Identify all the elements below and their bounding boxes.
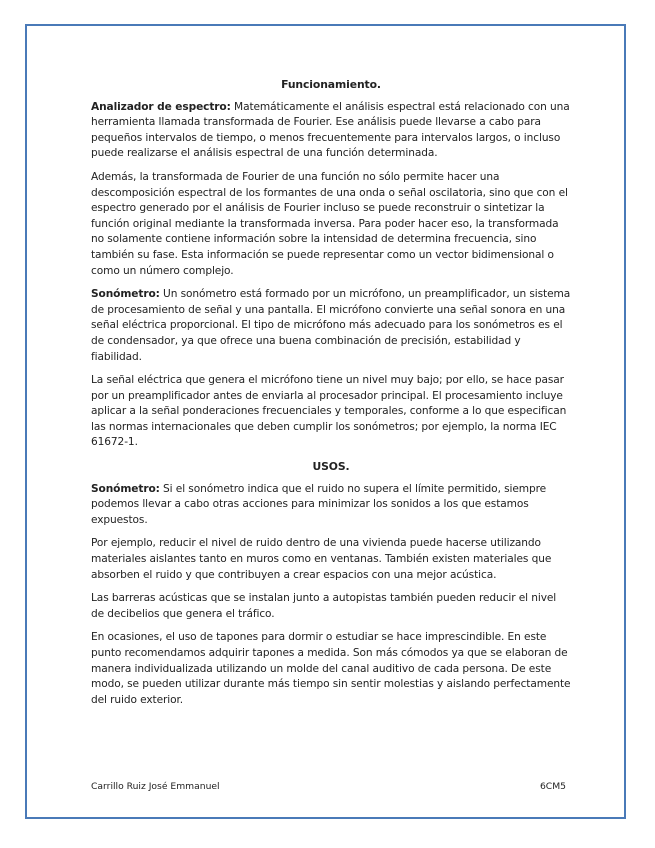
paragraph-analizador <box>91 100 571 162</box>
footer-author: Carrillo Ruiz José Emmanuel <box>91 781 220 792</box>
paragraph-text: Si el sonómetro indica que el ruido no supera el límite permitido, siempre podemos llevar a cabo otras acciones para minimizar los sonidos a los que estamos expuestos. <box>91 482 547 526</box>
section-heading-usos: USOS. <box>312 460 350 474</box>
paragraph-text: Un sonómetro está formado por un micrófono, un preamplificador, un sistema de procesamiento de señal y una pantalla. El micrófono convierte una señal sonora en una señal eléctrica proporcional. El tipo de micrófono más adecuado para los sonómetros es el de condensador, ya que ofrece una buena combinación de precisión, estabilidad y fiabilidad. <box>91 288 571 363</box>
term-sonometro: Sonómetro: <box>91 482 160 495</box>
paragraph-ruido-vivienda: Por ejemplo, reducir el nivel de ruido dentro de una vivienda puede hacerse utilizando materiales aislantes tanto en muros como en ventanas. También existen materiales que absorben el ruido y que contribuyen a crear espacios con una mejor acústica. <box>91 537 552 581</box>
paragraph-fourier: Además, la transformada de Fourier de una función no sólo permite hacer una descomposición espectral de los formantes de una onda o señal oscilatoria, sino que con el espectro generado por el análisis de Fourier incluso se puede reconstruir o sintetizar la función original mediante la transformada inversa. Para poder hacer eso, la transformada no solamente contiene información sobre la intensidad de determina frecuencia, sino también su fase. Esta información se puede representar como un vector bidimensional o como un número complejo. <box>91 170 568 277</box>
term-sonometro: Sonómetro: <box>91 288 160 301</box>
paragraph-senal-electrica: La señal eléctrica que genera el micrófono tiene un nivel muy bajo; por ello, se hace pasar por un preamplificador antes de enviarla al procesador principal. El procesamiento incluye aplicar a la señal ponderaciones frecuenciales y temporales, conforme a lo que especifican las normas internacionales que deben cumplir los sonómetros; por ejemplo, la norma IEC 61672-1. <box>91 374 567 449</box>
footer-group: 6CM5 <box>539 781 566 792</box>
term-analizador-de-espectro: Analizador de espectro: <box>91 100 231 113</box>
section-heading-funcionamiento: Funcionamiento. <box>281 78 381 91</box>
document-body <box>91 77 571 716</box>
paragraph-sonometro-description <box>91 287 571 365</box>
paragraph-tapones: En ocasiones, el uso de tapones para dormir o estudiar se hace imprescindible. En este punto recomendamos adquirir tapones a medida. Son más cómodos ya que se elaboran de manera individualizada utilizando un molde del canal auditivo de cada persona. De este modo, se pueden utilizar durante más tiempo sin sentir molestias y aislando perfectamente del ruido exterior. <box>91 631 571 706</box>
paragraph-barreras-acusticas: Las barreras acústicas que se instalan junto a autopistas también pueden reducir el nivel de decibelios que genera el tráfico. <box>91 592 557 620</box>
page-footer <box>91 781 566 792</box>
paragraph-text: Matemáticamente el análisis espectral está relacionado con una herramienta llamada transformada de Fourier. Ese análisis puede llevarse a cabo para pequeños intervalos de tiempo, o menos frecuentemente para intervalos largos, o incluso puede realizarse el análisis espectral de una función determinada. <box>91 100 570 160</box>
paragraph-sonometro-usos <box>91 482 571 529</box>
